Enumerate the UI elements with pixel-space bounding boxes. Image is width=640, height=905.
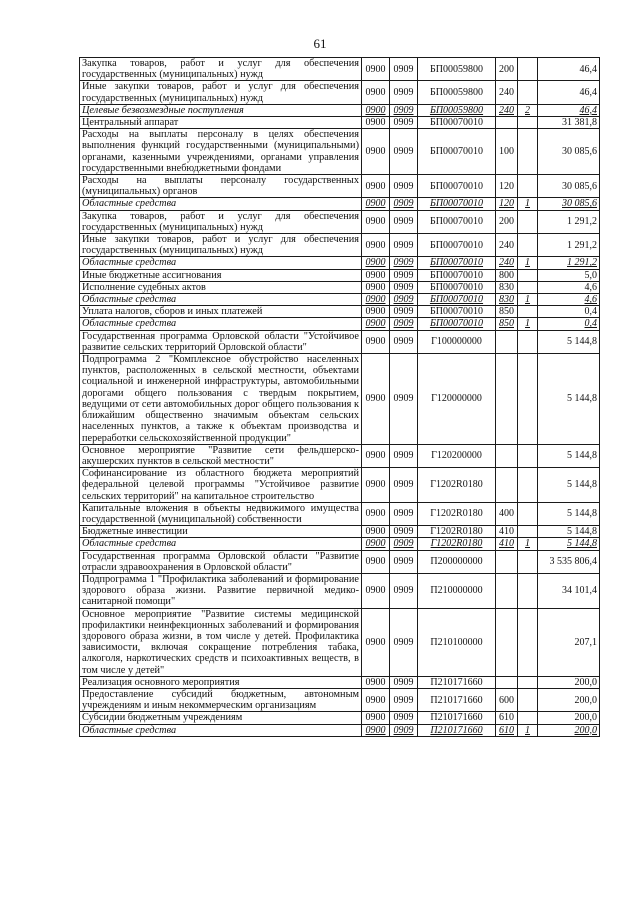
funding-source-cell: 1 <box>518 724 538 736</box>
section-code-cell: 0900 <box>362 281 390 293</box>
section-code-cell: 0900 <box>362 724 390 736</box>
section-code-cell: 0900 <box>362 330 390 353</box>
section-code-cell: 0900 <box>362 198 390 210</box>
row-name-cell: Реализация основного мероприятия <box>80 676 362 688</box>
target-article-cell: П200000000 <box>418 550 496 573</box>
table-row <box>80 58 600 81</box>
funding-source-cell <box>518 676 538 688</box>
target-article-cell: Г1202R0180 <box>418 526 496 538</box>
table-row <box>80 198 600 210</box>
amount-cell: 31 381,8 <box>538 117 600 129</box>
section-code-cell: 0900 <box>362 175 390 198</box>
subsection-code-cell: 0909 <box>390 175 418 198</box>
expense-type-cell: 830 <box>496 294 518 306</box>
funding-source-cell <box>518 502 538 525</box>
funding-source-cell: 1 <box>518 294 538 306</box>
row-name-cell: Государственная программа Орловской области "Развитие отрасли здравоохранения в Орловской области" <box>80 550 362 573</box>
section-code-cell: 0900 <box>362 104 390 116</box>
target-article-cell: П210000000 <box>418 573 496 608</box>
amount-cell: 200,0 <box>538 724 600 736</box>
table-row <box>80 724 600 736</box>
table-row <box>80 538 600 550</box>
funding-source-cell <box>518 688 538 711</box>
section-code-cell: 0900 <box>362 502 390 525</box>
section-code-cell: 0900 <box>362 318 390 330</box>
expense-type-cell <box>496 573 518 608</box>
table-row <box>80 468 600 503</box>
target-article-cell: Г1202R0180 <box>418 468 496 503</box>
row-name-cell: Государственная программа Орловской области "Устойчивое развитие сельских территорий Орловской области" <box>80 330 362 353</box>
table-row <box>80 294 600 306</box>
funding-source-cell <box>518 234 538 257</box>
subsection-code-cell: 0909 <box>390 294 418 306</box>
target-article-cell: П210171660 <box>418 712 496 724</box>
subsection-code-cell: 0909 <box>390 58 418 81</box>
expense-type-cell: 240 <box>496 81 518 104</box>
amount-cell: 46,4 <box>538 104 600 116</box>
table-row <box>80 502 600 525</box>
table-row <box>80 330 600 353</box>
funding-source-cell <box>518 281 538 293</box>
table-row <box>80 104 600 116</box>
amount-cell: 4,6 <box>538 294 600 306</box>
subsection-code-cell: 0909 <box>390 608 418 676</box>
subsection-code-cell: 0909 <box>390 468 418 503</box>
expense-type-cell: 410 <box>496 538 518 550</box>
expense-type-cell <box>496 550 518 573</box>
table-row <box>80 573 600 608</box>
target-article-cell: П210100000 <box>418 608 496 676</box>
expense-type-cell: 800 <box>496 269 518 281</box>
target-article-cell: БП00070010 <box>418 257 496 269</box>
amount-cell: 0,4 <box>538 318 600 330</box>
target-article-cell: БП00070010 <box>418 269 496 281</box>
row-name-cell: Бюджетные инвестиции <box>80 526 362 538</box>
target-article-cell: Г100000000 <box>418 330 496 353</box>
amount-cell: 5 144,8 <box>538 502 600 525</box>
section-code-cell: 0900 <box>362 712 390 724</box>
amount-cell: 30 085,6 <box>538 175 600 198</box>
expense-type-cell <box>496 354 518 445</box>
funding-source-cell <box>518 354 538 445</box>
table-row <box>80 257 600 269</box>
row-name-cell: Уплата налогов, сборов и иных платежей <box>80 306 362 318</box>
funding-source-cell <box>518 550 538 573</box>
subsection-code-cell: 0909 <box>390 306 418 318</box>
target-article-cell: Г120000000 <box>418 354 496 445</box>
expense-type-cell: 200 <box>496 210 518 233</box>
amount-cell: 4,6 <box>538 281 600 293</box>
subsection-code-cell: 0909 <box>390 573 418 608</box>
funding-source-cell: 2 <box>518 104 538 116</box>
section-code-cell: 0900 <box>362 676 390 688</box>
expense-type-cell <box>496 468 518 503</box>
section-code-cell: 0900 <box>362 550 390 573</box>
subsection-code-cell: 0909 <box>390 257 418 269</box>
funding-source-cell <box>518 81 538 104</box>
subsection-code-cell: 0909 <box>390 104 418 116</box>
expense-type-cell: 850 <box>496 306 518 318</box>
row-name-cell: Областные средства <box>80 198 362 210</box>
section-code-cell: 0900 <box>362 306 390 318</box>
row-name-cell: Закупка товаров, работ и услуг для обеспечения государственных (муниципальных) нужд <box>80 210 362 233</box>
section-code-cell: 0900 <box>362 129 390 175</box>
table-row <box>80 550 600 573</box>
funding-source-cell <box>518 117 538 129</box>
amount-cell: 5 144,8 <box>538 526 600 538</box>
table-row <box>80 129 600 175</box>
subsection-code-cell: 0909 <box>390 81 418 104</box>
row-name-cell: Иные закупки товаров, работ и услуг для обеспечения государственных (муниципальных) нужд <box>80 81 362 104</box>
amount-cell: 207,1 <box>538 608 600 676</box>
amount-cell: 200,0 <box>538 676 600 688</box>
table-row <box>80 318 600 330</box>
section-code-cell: 0900 <box>362 210 390 233</box>
subsection-code-cell: 0909 <box>390 281 418 293</box>
expense-type-cell: 610 <box>496 724 518 736</box>
target-article-cell: БП00070010 <box>418 294 496 306</box>
expense-type-cell: 410 <box>496 526 518 538</box>
row-name-cell: Областные средства <box>80 318 362 330</box>
row-name-cell: Целевые безвозмездные поступления <box>80 104 362 116</box>
expense-type-cell <box>496 676 518 688</box>
expense-type-cell: 240 <box>496 234 518 257</box>
amount-cell: 1 291,2 <box>538 210 600 233</box>
subsection-code-cell: 0909 <box>390 550 418 573</box>
subsection-code-cell: 0909 <box>390 676 418 688</box>
table-row <box>80 281 600 293</box>
expense-type-cell: 100 <box>496 129 518 175</box>
amount-cell: 1 291,2 <box>538 234 600 257</box>
subsection-code-cell: 0909 <box>390 688 418 711</box>
funding-source-cell <box>518 269 538 281</box>
table-row <box>80 354 600 445</box>
expense-type-cell: 850 <box>496 318 518 330</box>
page-number: 61 <box>313 36 327 51</box>
funding-source-cell <box>518 210 538 233</box>
expense-type-cell <box>496 608 518 676</box>
target-article-cell: П210171660 <box>418 688 496 711</box>
amount-cell: 5,0 <box>538 269 600 281</box>
subsection-code-cell: 0909 <box>390 502 418 525</box>
section-code-cell: 0900 <box>362 538 390 550</box>
table-row <box>80 688 600 711</box>
expense-type-cell <box>496 117 518 129</box>
subsection-code-cell: 0909 <box>390 526 418 538</box>
row-name-cell: Центральный аппарат <box>80 117 362 129</box>
target-article-cell: БП00070010 <box>418 306 496 318</box>
section-code-cell: 0900 <box>362 234 390 257</box>
section-code-cell: 0900 <box>362 526 390 538</box>
funding-source-cell: 1 <box>518 198 538 210</box>
subsection-code-cell: 0909 <box>390 269 418 281</box>
section-code-cell: 0900 <box>362 444 390 467</box>
subsection-code-cell: 0909 <box>390 210 418 233</box>
row-name-cell: Областные средства <box>80 724 362 736</box>
table-row <box>80 269 600 281</box>
target-article-cell: БП00070010 <box>418 198 496 210</box>
row-name-cell: Основное мероприятие "Развитие сети фельдшерско-акушерских пунктов в сельской местности" <box>80 444 362 467</box>
subsection-code-cell: 0909 <box>390 538 418 550</box>
amount-cell: 5 144,8 <box>538 444 600 467</box>
section-code-cell: 0900 <box>362 117 390 129</box>
row-name-cell: Субсидии бюджетным учреждениям <box>80 712 362 724</box>
table-row <box>80 676 600 688</box>
funding-source-cell <box>518 58 538 81</box>
funding-source-cell <box>518 712 538 724</box>
subsection-code-cell: 0909 <box>390 198 418 210</box>
section-code-cell: 0900 <box>362 294 390 306</box>
funding-source-cell <box>518 526 538 538</box>
table-row <box>80 210 600 233</box>
target-article-cell: П210171660 <box>418 676 496 688</box>
budget-table-body <box>80 58 600 737</box>
amount-cell: 5 144,8 <box>538 330 600 353</box>
amount-cell: 5 144,8 <box>538 468 600 503</box>
expense-type-cell <box>496 330 518 353</box>
target-article-cell: Г120200000 <box>418 444 496 467</box>
target-article-cell: Г1202R0180 <box>418 538 496 550</box>
expense-type-cell: 610 <box>496 712 518 724</box>
funding-source-cell <box>518 468 538 503</box>
funding-source-cell <box>518 306 538 318</box>
subsection-code-cell: 0909 <box>390 318 418 330</box>
table-row <box>80 444 600 467</box>
section-code-cell: 0900 <box>362 257 390 269</box>
funding-source-cell: 1 <box>518 538 538 550</box>
funding-source-cell <box>518 129 538 175</box>
subsection-code-cell: 0909 <box>390 354 418 445</box>
funding-source-cell <box>518 573 538 608</box>
amount-cell: 30 085,6 <box>538 129 600 175</box>
table-row <box>80 526 600 538</box>
subsection-code-cell: 0909 <box>390 712 418 724</box>
subsection-code-cell: 0909 <box>390 234 418 257</box>
section-code-cell: 0900 <box>362 468 390 503</box>
subsection-code-cell: 0909 <box>390 117 418 129</box>
target-article-cell: БП00070010 <box>418 129 496 175</box>
target-article-cell: БП00070010 <box>418 175 496 198</box>
row-name-cell: Закупка товаров, работ и услуг для обеспечения государственных (муниципальных) нужд <box>80 58 362 81</box>
section-code-cell: 0900 <box>362 81 390 104</box>
amount-cell: 46,4 <box>538 58 600 81</box>
row-name-cell: Подпрограмма 2 "Комплексное обустройство населенных пунктов, расположенных в сельской местности, объектами социальной и инженерной инфраструктуры, автомобильными дорогами общего пользования с твердым покрытием, ведущими от сети автомобильных дорог общего пользования к ближайшим общественно значимым объектам сельских населенных пунктов, а также к объектам производства и переработки сельскохозяйственной продукции" <box>80 354 362 445</box>
table-row <box>80 117 600 129</box>
amount-cell: 0,4 <box>538 306 600 318</box>
row-name-cell: Расходы на выплаты персоналу государственных (муниципальных) органов <box>80 175 362 198</box>
subsection-code-cell: 0909 <box>390 129 418 175</box>
target-article-cell: БП00070010 <box>418 210 496 233</box>
section-code-cell: 0900 <box>362 269 390 281</box>
subsection-code-cell: 0909 <box>390 330 418 353</box>
section-code-cell: 0900 <box>362 573 390 608</box>
row-name-cell: Предоставление субсидий бюджетным, автономным учреждениям и иным некоммерческим организациям <box>80 688 362 711</box>
amount-cell: 200,0 <box>538 688 600 711</box>
row-name-cell: Иные бюджетные ассигнования <box>80 269 362 281</box>
section-code-cell: 0900 <box>362 354 390 445</box>
row-name-cell: Основное мероприятие "Развитие системы медицинской профилактики неинфекционных заболеваний и формирования здорового образа жизни, в том числе у детей. Профилактика зависимости, включая сокращение потребления табака, алкоголя, наркотических средств и психоактивных веществ, в том числе у детей" <box>80 608 362 676</box>
expense-type-cell: 120 <box>496 175 518 198</box>
table-row <box>80 81 600 104</box>
row-name-cell: Капитальные вложения в объекты недвижимого имущества государственной (муниципальной) собственности <box>80 502 362 525</box>
target-article-cell: БП00059800 <box>418 58 496 81</box>
row-name-cell: Областные средства <box>80 538 362 550</box>
row-name-cell: Подпрограмма 1 "Профилактика заболеваний и формирование здорового образа жизни. Развитие первичной медико-санитарной помощи" <box>80 573 362 608</box>
amount-cell: 1 291,2 <box>538 257 600 269</box>
amount-cell: 5 144,8 <box>538 538 600 550</box>
expense-type-cell <box>496 444 518 467</box>
section-code-cell: 0900 <box>362 58 390 81</box>
section-code-cell: 0900 <box>362 688 390 711</box>
table-row <box>80 306 600 318</box>
expense-type-cell: 830 <box>496 281 518 293</box>
expense-type-cell: 240 <box>496 104 518 116</box>
table-row <box>80 608 600 676</box>
row-name-cell: Расходы на выплаты персоналу в целях обеспечения выполнения функций государственными (муниципальными) органами, казенными учреждениями, органами управления государственными внебюджетными фондами <box>80 129 362 175</box>
subsection-code-cell: 0909 <box>390 724 418 736</box>
amount-cell: 200,0 <box>538 712 600 724</box>
expense-type-cell: 600 <box>496 688 518 711</box>
row-name-cell: Иные закупки товаров, работ и услуг для обеспечения государственных (муниципальных) нужд <box>80 234 362 257</box>
table-row <box>80 234 600 257</box>
target-article-cell: БП00059800 <box>418 81 496 104</box>
section-code-cell: 0900 <box>362 608 390 676</box>
funding-source-cell <box>518 444 538 467</box>
amount-cell: 34 101,4 <box>538 573 600 608</box>
funding-source-cell: 1 <box>518 257 538 269</box>
row-name-cell: Софинансирование из областного бюджета мероприятий федеральной целевой программы "Устойчивое развитие сельских территорий" на капитальное строительство <box>80 468 362 503</box>
funding-source-cell <box>518 330 538 353</box>
target-article-cell: БП00070010 <box>418 117 496 129</box>
row-name-cell: Исполнение судебных актов <box>80 281 362 293</box>
target-article-cell: БП00059800 <box>418 104 496 116</box>
budget-table <box>79 57 600 737</box>
expense-type-cell: 240 <box>496 257 518 269</box>
target-article-cell: БП00070010 <box>418 234 496 257</box>
funding-source-cell: 1 <box>518 318 538 330</box>
expense-type-cell: 400 <box>496 502 518 525</box>
amount-cell: 46,4 <box>538 81 600 104</box>
target-article-cell: БП00070010 <box>418 318 496 330</box>
funding-source-cell <box>518 175 538 198</box>
table-row <box>80 175 600 198</box>
target-article-cell: Г1202R0180 <box>418 502 496 525</box>
expense-type-cell: 120 <box>496 198 518 210</box>
amount-cell: 5 144,8 <box>538 354 600 445</box>
subsection-code-cell: 0909 <box>390 444 418 467</box>
table-row <box>80 712 600 724</box>
amount-cell: 30 085,6 <box>538 198 600 210</box>
expense-type-cell: 200 <box>496 58 518 81</box>
target-article-cell: БП00070010 <box>418 281 496 293</box>
target-article-cell: П210171660 <box>418 724 496 736</box>
funding-source-cell <box>518 608 538 676</box>
row-name-cell: Областные средства <box>80 294 362 306</box>
amount-cell: 3 535 806,4 <box>538 550 600 573</box>
row-name-cell: Областные средства <box>80 257 362 269</box>
